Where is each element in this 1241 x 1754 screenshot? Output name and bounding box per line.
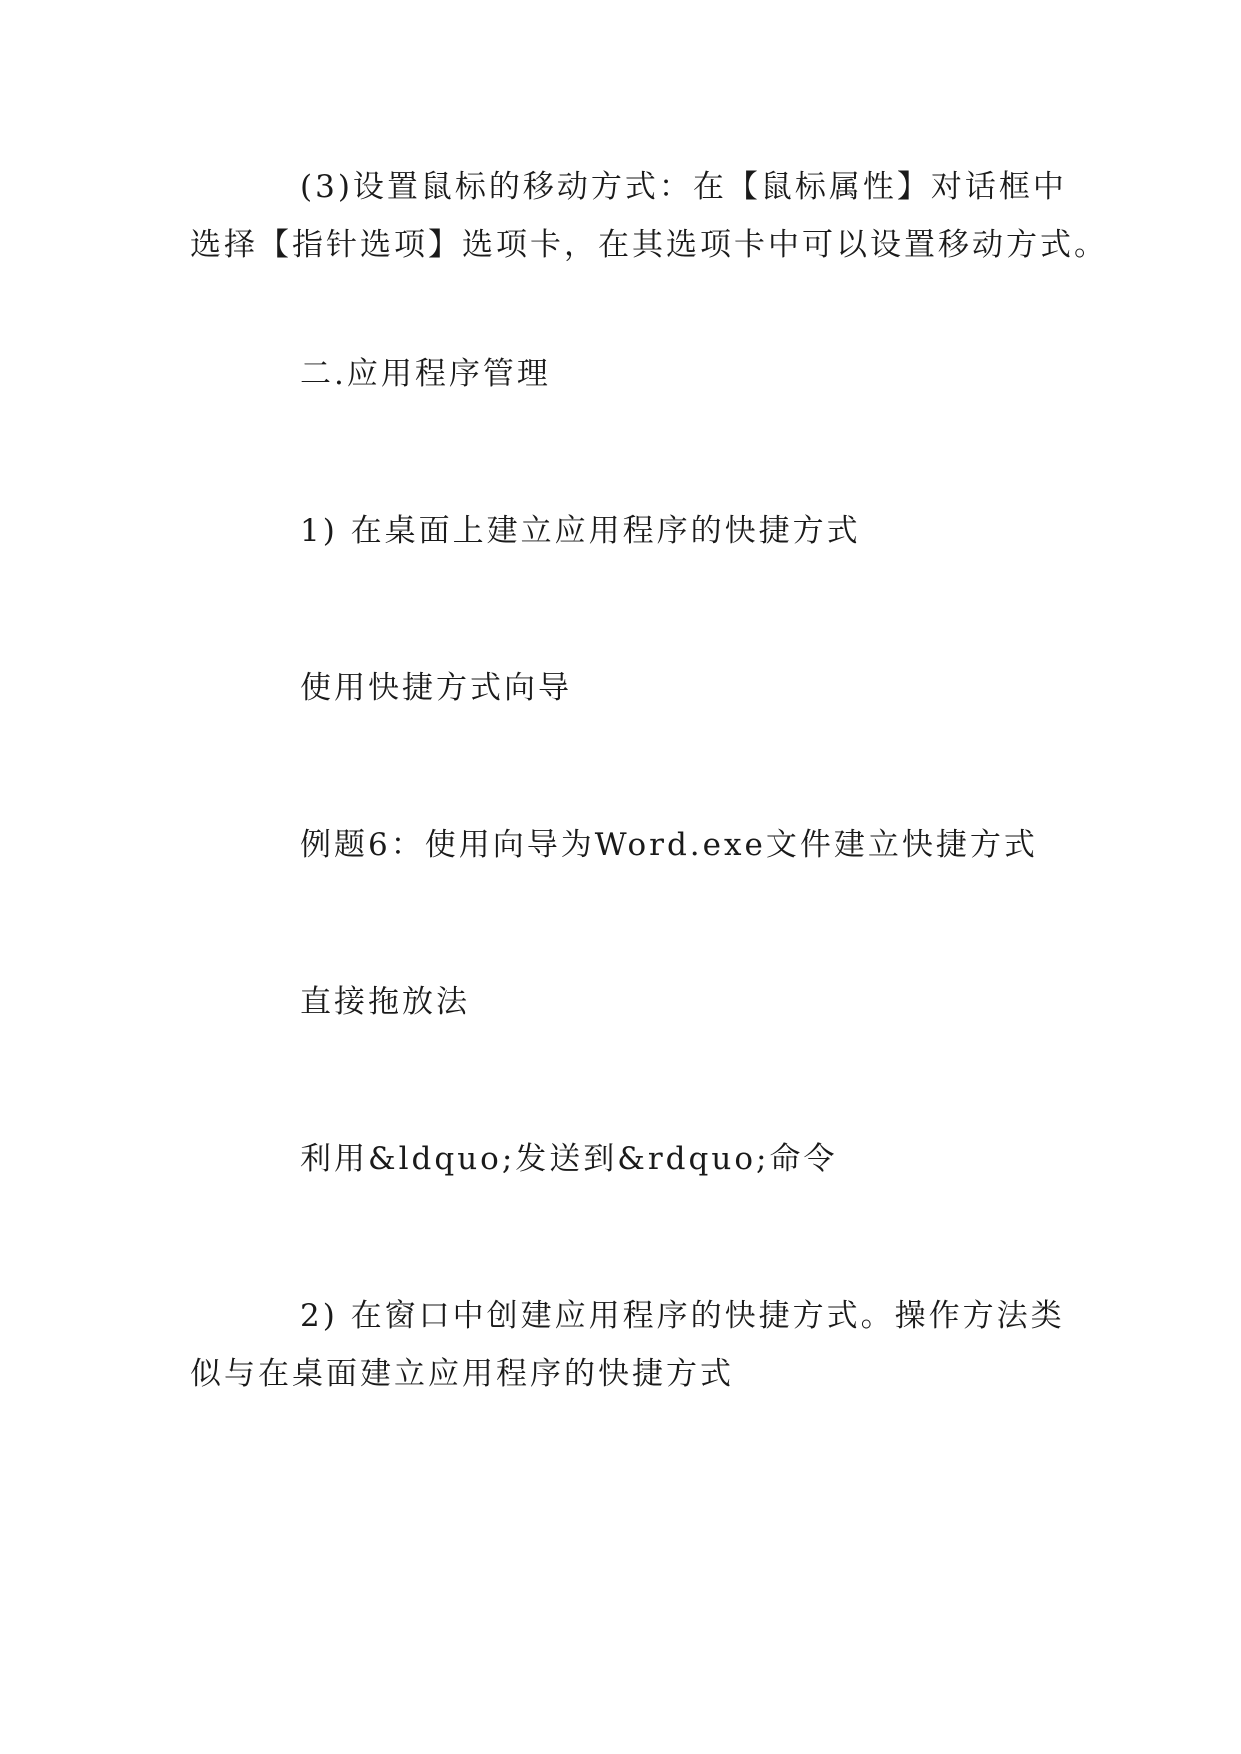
paragraph-example-6 [190,816,1060,874]
paragraph-line: 直接拖放法 [300,984,470,1020]
paragraph-shortcut-wizard [190,659,1060,717]
paragraph-line: 利用&ldquo;发送到&rdquo;命令 [300,1141,838,1177]
paragraph-line: 使用快捷方式向导 [300,670,572,706]
paragraph-mouse-move-settings [190,158,1108,274]
paragraph-line: 1) 在桌面上建立应用程序的快捷方式 [300,513,861,549]
heading-text: 二.应用程序管理 [300,356,551,392]
paragraph-line: 选择【指针选项】选项卡，在其选项卡中可以设置移动方式。 [190,227,1108,263]
paragraph-desktop-shortcut [190,502,1060,560]
paragraph-window-shortcut [190,1287,1065,1403]
paragraph-send-to [190,1130,1060,1188]
paragraph-line: 例题6：使用向导为Word.exe文件建立快捷方式 [300,827,1038,863]
section-heading-app-management [190,345,1060,403]
paragraph-line: 2) 在窗口中创建应用程序的快捷方式。操作方法类 [300,1298,1065,1334]
paragraph-drag-drop [190,973,1060,1031]
paragraph-line: (3)设置鼠标的移动方式：在【鼠标属性】对话框中 [300,169,1067,205]
paragraph-line: 似与在桌面建立应用程序的快捷方式 [190,1356,734,1392]
